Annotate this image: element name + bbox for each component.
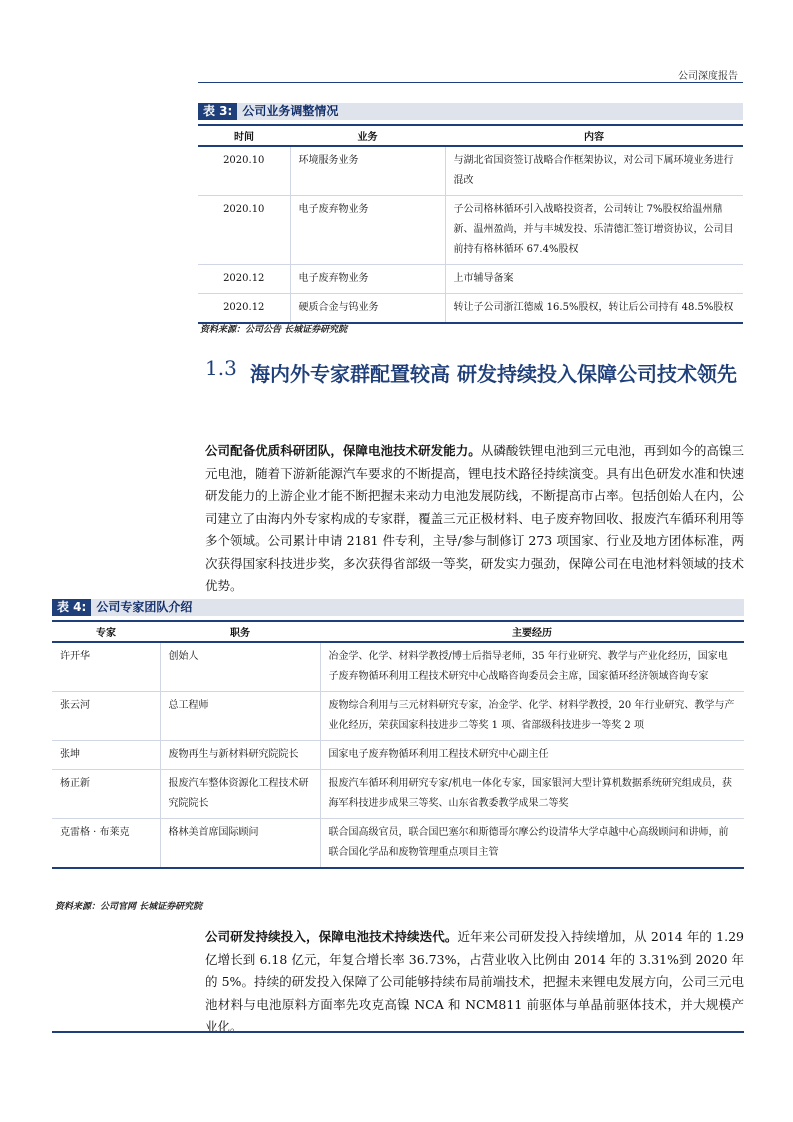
paragraph-lead: 公司配备优质科研团队，保障电池技术研发能力。: [205, 443, 481, 458]
section-title: 海内外专家群配置较高 研发持续投入保障公司技术领先: [250, 362, 737, 386]
paragraph-body: 从磷酸铁锂电池到三元电池，再到如今的高镍三元电池，随着下游新能源汽车要求的不断提高，锂电技术路径持续演变。具有出色研发水准和快速研发能力的上游企业才能不断把握未来动力电池发展防线，不断提高市占率。包括创始人在内，公司建立了由海内外专家构成的专家群，覆盖三元正极材料、电子废弃物回收、报废汽车循环利用等多个领域。公司累计申请 2181 件专利，主导/参与制修订 273 项国家、行业及地方团体标准，两次获得国家科技进步奖，多次获得省部级一等奖，研发实力强劲，保障公司在电池材料领域的技术优势。: [205, 443, 744, 593]
expert-role: 格林美首席国际顾问: [160, 819, 320, 869]
row-time: 2020.10: [198, 146, 290, 196]
table4-label: 表 4:: [52, 599, 91, 616]
column-header-content: 内容: [445, 125, 743, 146]
paragraph-research-team: [205, 440, 744, 598]
column-header-time: 时间: [198, 125, 290, 146]
expert-role: 总工程师: [160, 692, 320, 741]
section-number: 1.3: [205, 356, 237, 380]
row-time: 2020.10: [198, 196, 290, 265]
column-header-role: 职务: [160, 621, 320, 642]
expert-name: 张坤: [52, 741, 160, 770]
row-time: 2020.12: [198, 294, 290, 324]
column-header-expert: 专家: [52, 621, 160, 642]
column-header-business: 业务: [290, 125, 445, 146]
table3-label: 表 3:: [198, 103, 237, 120]
expert-experience: 联合国高级官员，联合国巴塞尔和斯德哥尔摩公约设清华大学卓越中心高级顾问和讲师，前联合国化学品和废物管理重点项目主管: [320, 819, 744, 869]
table3-title: 公司业务调整情况: [242, 104, 339, 118]
expert-role: 报废汽车整体资源化工程技术研究院院长: [160, 770, 320, 819]
expert-name: 许开华: [52, 642, 160, 692]
table-row: [52, 741, 744, 770]
table-row: [52, 642, 744, 692]
row-content: 与湖北省国资签订战略合作框架协议，对公司下属环境业务进行混改: [445, 146, 743, 196]
table3-title-bar: [198, 103, 743, 120]
expert-team-table: [52, 620, 744, 869]
table-row: [198, 265, 743, 294]
row-business: 电子废弃物业务: [290, 265, 445, 294]
table-row: [52, 770, 744, 819]
paragraph-body: 近年来公司研发投入持续增加，从 2014 年的 1.29 亿增长到 6.18 亿元，年复合增长率 36.73%，占营业收入比例由 2014 年的 3.31%到 2020 年的 5%。持续的研发投入保障了公司能够持续布局前端技术，把握未来锂电发展方向，公司三元电池材料与电池原料方面率先攻克高镍 NCA 和 NCM811 前驱体与单晶前驱体技术，并大规模产业化。: [205, 929, 744, 1034]
business-adjustment-table: [198, 124, 743, 324]
row-business: 环境服务业务: [290, 146, 445, 196]
table4-title-bar: [52, 599, 744, 616]
table3-source: 资料来源：公司公告 长城证券研究院: [200, 325, 348, 335]
paragraph-lead: 公司研发持续投入，保障电池技术持续迭代。: [205, 929, 458, 944]
expert-experience: 报废汽车循环利用研究专家/机电一体化专家，国家银河大型计算机数据系统研究组成员，获海军科技进步成果三等奖、山东省教委教学成果二等奖: [320, 770, 744, 819]
row-business: 电子废弃物业务: [290, 196, 445, 265]
header-divider: [198, 82, 743, 83]
expert-name: 杨正新: [52, 770, 160, 819]
table-row: [52, 692, 744, 741]
expert-name: 克雷格 · 布莱克: [52, 819, 160, 869]
row-business: 硬质合金与钨业务: [290, 294, 445, 324]
expert-name: 张云河: [52, 692, 160, 741]
expert-role: 废物再生与新材料研究院院长: [160, 741, 320, 770]
footer-divider: [52, 1031, 744, 1033]
table-row: [198, 294, 743, 324]
table4-title: 公司专家团队介绍: [96, 600, 193, 614]
row-content: 子公司格林循环引入战略投资者，公司转让 7%股权给温州鼎新、温州盈尚，并与丰城发投、乐清德汇签订增资协议，公司目前持有格林循环 67.4%股权: [445, 196, 743, 265]
paragraph-rd-investment: [205, 926, 744, 1039]
table-row: [198, 146, 743, 196]
report-type-header: 公司深度报告: [678, 71, 738, 82]
expert-experience: 国家电子废弃物循环利用工程技术研究中心副主任: [320, 741, 744, 770]
table4-source: 资料来源：公司官网 长城证券研究院: [55, 902, 203, 912]
column-header-experience: 主要经历: [320, 621, 744, 642]
expert-role: 创始人: [160, 642, 320, 692]
expert-experience: 冶金学、化学、材料学教授/博士后指导老师，35 年行业研究、教学与产业化经历，国家电子废弃物循环利用工程技术研究中心战略咨询委员会主席，国家循环经济领域咨询专家: [320, 642, 744, 692]
row-content: 转让子公司浙江德威 16.5%股权，转让后公司持有 48.5%股权: [445, 294, 743, 324]
table-row: [52, 819, 744, 869]
row-time: 2020.12: [198, 265, 290, 294]
table-row: [198, 196, 743, 265]
expert-experience: 废物综合利用与三元材料研究专家，冶金学、化学、材料学教授，20 年行业研究、教学与产业化经历，荣获国家科技进步二等奖 1 项、省部级科技进步一等奖 2 项: [320, 692, 744, 741]
row-content: 上市辅导备案: [445, 265, 743, 294]
